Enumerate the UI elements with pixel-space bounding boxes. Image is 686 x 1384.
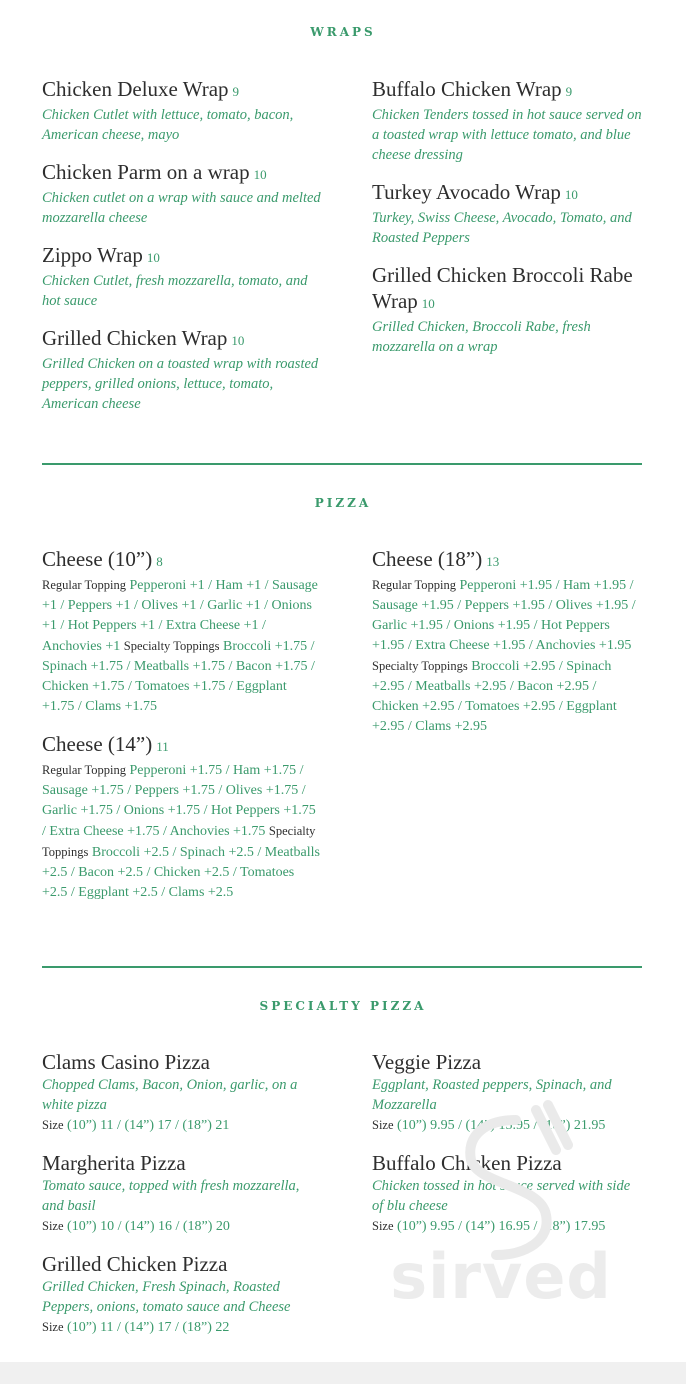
item-name: Clams Casino Pizza	[42, 1050, 210, 1074]
item-name: Buffalo Chicken Pizza	[372, 1151, 562, 1175]
item-name: Chicken Deluxe Wrap	[42, 77, 229, 101]
topping-list	[372, 575, 644, 737]
menu-item	[42, 1251, 322, 1338]
item-description: Turkey, Swiss Cheese, Avocado, Tomato, and Roasted Peppers	[372, 210, 632, 246]
item-description: Grilled Chicken on a toasted wrap with roasted peppers, grilled onions, lettuce, tomato, American cheese	[42, 356, 319, 412]
menu-item	[372, 1049, 644, 1136]
item-description: Chopped Clams, Bacon, Onion, garlic, on a white pizza	[42, 1077, 298, 1113]
item-price: 9	[232, 84, 240, 99]
menu-item	[42, 1049, 322, 1136]
specialty-toppings: Broccoli +2.95 / Spinach +2.95 / Meatballs +2.95 / Bacon +2.95 / Chicken +2.95 / Tomatoes +2.95 / Eggplant +2.95 / Clams +2.95	[372, 659, 617, 734]
menu-item	[42, 242, 322, 311]
item-price: 10	[421, 296, 435, 311]
specialty-toppings: Broccoli +1.75 / Spinach +1.75 / Meatballs +1.75 / Bacon +1.75 / Chicken +1.75 / Tomatoes +1.75 / Eggplant +1.75 / Clams +1.75	[42, 639, 315, 714]
specialty-topping-label: Specialty Toppings	[123, 639, 220, 653]
size-values: (10”) 11 / (14”) 17 / (18”) 22	[67, 1320, 230, 1335]
topping-list	[42, 575, 322, 717]
specialty-left-column	[42, 1049, 322, 1352]
item-description: Grilled Chicken, Broccoli Rabe, fresh mozzarella on a wrap	[372, 319, 591, 355]
pizza-left-column	[42, 546, 322, 917]
item-name: Buffalo Chicken Wrap	[372, 77, 562, 101]
item-name: Zippo Wrap	[42, 243, 143, 267]
section-title-specialty-pizza: SPECIALTY PIZZA	[259, 999, 427, 1013]
section-title-wraps: WRAPS	[310, 25, 376, 39]
size-label: Size	[42, 1320, 64, 1334]
size-values: (10”) 9.95 / (14”) 15.95 / (18”) 21.95	[397, 1118, 606, 1133]
wraps-right-column	[372, 76, 644, 371]
item-name: Cheese (14”)	[42, 732, 153, 756]
item-name: Grilled Chicken Broccoli Rabe Wrap	[372, 263, 633, 313]
specialty-topping-label: Specialty Toppings	[372, 659, 468, 673]
regular-topping-label: Regular Topping	[42, 578, 126, 592]
menu-item	[42, 546, 322, 717]
menu-item	[372, 262, 644, 357]
item-price: 10	[564, 187, 578, 202]
item-price: 10	[231, 333, 245, 348]
regular-toppings: Pepperoni +1.75 / Ham +1.75 / Sausage +1.75 / Peppers +1.75 / Olives +1.75 / Garlic +1.75 / Onions +1.75 / Hot Peppers +1.75 / Extra Cheese +1.75 / Anchovies +1.75	[42, 763, 316, 839]
regular-toppings: Pepperoni +1 / Ham +1 / Sausage +1 / Peppers +1 / Olives +1 / Garlic +1 / Onions +1 / Hot Peppers +1 / Extra Cheese +1 / Anchovies +1	[42, 578, 318, 654]
item-name: Margherita Pizza	[42, 1151, 186, 1175]
item-name: Veggie Pizza	[372, 1050, 482, 1074]
menu-item	[42, 1150, 322, 1237]
size-prices	[42, 1317, 322, 1338]
menu-item	[42, 159, 322, 228]
wraps-left-column	[42, 76, 322, 428]
item-name: Cheese (10”)	[42, 547, 153, 571]
item-name: Turkey Avocado Wrap	[372, 180, 561, 204]
size-label: Size	[372, 1118, 394, 1132]
specialty-right-column	[372, 1049, 644, 1251]
size-label: Size	[42, 1118, 64, 1132]
watermark-text: sirved	[390, 1240, 612, 1313]
regular-topping-label: Regular Topping	[372, 578, 456, 592]
size-values: (10”) 11 / (14”) 17 / (18”) 21	[67, 1118, 230, 1133]
item-price: 8	[156, 554, 163, 569]
item-name: Grilled Chicken Wrap	[42, 326, 228, 350]
item-description: Chicken Cutlet, fresh mozzarella, tomato, and hot sauce	[42, 273, 308, 309]
size-prices	[42, 1115, 322, 1136]
section-divider	[42, 966, 642, 968]
item-description: Grilled Chicken, Fresh Spinach, Roasted Peppers, onions, tomato sauce and Cheese	[42, 1279, 291, 1315]
specialty-toppings: Broccoli +2.5 / Spinach +2.5 / Meatballs +2.5 / Bacon +2.5 / Chicken +2.5 / Tomatoes +2.5 / Eggplant +2.5 / Clams +2.5	[42, 845, 320, 900]
menu-item	[372, 546, 644, 737]
item-price: 13	[486, 554, 500, 569]
menu-item	[372, 1150, 644, 1237]
item-price: 9	[565, 84, 573, 99]
menu-item	[42, 76, 322, 145]
regular-topping-label: Regular Topping	[42, 763, 126, 777]
item-description: Chicken Tenders tossed in hot sauce served on a toasted wrap with lettuce tomato, and blue cheese dressing	[372, 107, 642, 163]
menu-item	[42, 325, 322, 414]
section-title-pizza: PIZZA	[314, 496, 372, 510]
size-values: (10”) 10 / (14”) 16 / (18”) 20	[67, 1219, 230, 1234]
size-label: Size	[372, 1219, 394, 1233]
pizza-right-column	[372, 546, 644, 751]
size-prices	[372, 1216, 644, 1237]
item-description: Eggplant, Roasted peppers, Spinach, and Mozzarella	[372, 1077, 612, 1113]
item-price: 10	[253, 167, 267, 182]
item-price: 10	[146, 250, 160, 265]
size-values: (10”) 9.95 / (14”) 16.95 / (18”) 17.95	[397, 1219, 606, 1234]
item-description: Tomato sauce, topped with fresh mozzarella, and basil	[42, 1178, 300, 1214]
menu-item	[42, 731, 322, 903]
footer-band	[0, 1362, 686, 1384]
menu-item	[372, 76, 644, 165]
item-description: Chicken cutlet on a wrap with sauce and melted mozzarella cheese	[42, 190, 321, 226]
item-description: Chicken tossed in hot sauce served with side of blu cheese	[372, 1178, 631, 1214]
size-prices	[372, 1115, 644, 1136]
size-prices	[42, 1216, 322, 1237]
item-name: Cheese (18”)	[372, 547, 483, 571]
size-label: Size	[42, 1219, 64, 1233]
item-name: Grilled Chicken Pizza	[42, 1252, 228, 1276]
regular-toppings: Pepperoni +1.95 / Ham +1.95 / Sausage +1.95 / Peppers +1.95 / Olives +1.95 / Garlic +1.95 / Onions +1.95 / Hot Peppers +1.95 / Extra Cheese +1.95 / Anchovies +1.95	[372, 578, 636, 653]
item-name: Chicken Parm on a wrap	[42, 160, 250, 184]
menu-item	[372, 179, 644, 248]
specialty-topping-label: Specialty Toppings	[42, 824, 316, 859]
item-price: 11	[156, 739, 169, 754]
section-divider	[42, 463, 642, 465]
topping-list	[42, 760, 322, 903]
item-description: Chicken Cutlet with lettuce, tomato, bacon, American cheese, mayo	[42, 107, 294, 143]
